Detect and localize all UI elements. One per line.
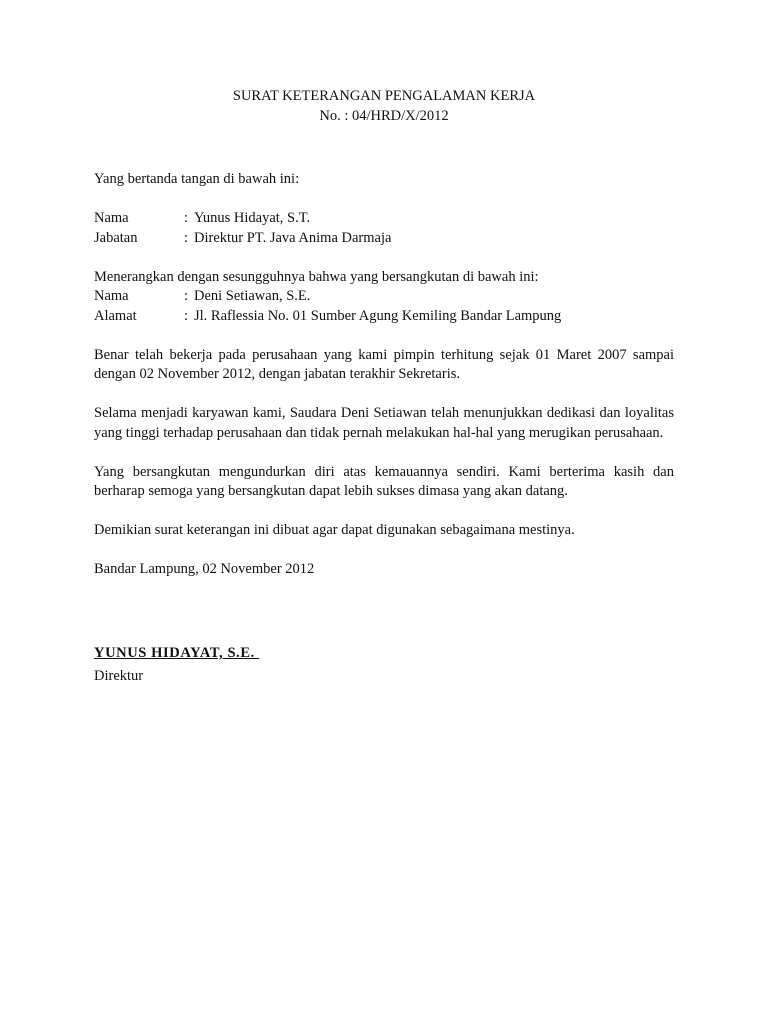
field-value: Jl. Raflessia No. 01 Sumber Agung Kemiling Bandar Lampung (194, 307, 562, 324)
employee-name-row (94, 287, 674, 307)
employee-details (94, 287, 674, 326)
statement-text: Menerangkan dengan sesungguhnya bahwa yang bersangkutan di bawah ini: (94, 268, 539, 285)
field-label: Nama (94, 210, 129, 226)
field-value: Direktur PT. Java Anima Darmaja (194, 229, 392, 246)
spacer (94, 541, 674, 561)
spacer (94, 190, 674, 210)
signatory-position: Direktur (94, 667, 144, 684)
signer-name-row (94, 209, 674, 229)
field-value: Yunus Hidayat, S.T. (194, 210, 311, 226)
signature-block (94, 644, 494, 686)
place-date: Bandar Lampung, 02 November 2012 (94, 561, 315, 577)
field-label: Jabatan (94, 229, 138, 246)
signatory-name: YUNUS HIDAYAT, S.E. (94, 645, 260, 661)
field-label: Alamat (94, 307, 137, 324)
letter-header (0, 87, 768, 126)
spacer (94, 385, 674, 405)
field-separator: : (184, 229, 189, 246)
spacer (94, 443, 674, 463)
field-label: Nama (94, 288, 129, 304)
letter-title: SURAT KETERANGAN PENGALAMAN KERJA (232, 88, 536, 104)
field-value: Deni Setiawan, S.E. (194, 288, 311, 304)
field-separator: : (184, 210, 189, 226)
resignation-paragraph: Yang bersangkutan mengundurkan diri atas kemauannya sendiri. Kami berterima kasih dan berharap semoga yang bersangkutan dapat lebih sukses dimasa yang akan datang. (94, 463, 674, 499)
letter-number: No. : 04/HRD/X/2012 (319, 107, 449, 124)
spacer (94, 326, 674, 346)
field-separator: : (184, 307, 189, 324)
field-separator: : (184, 288, 189, 304)
closing-paragraph: Demikian surat keterangan ini dibuat agar dapat digunakan sebagaimana mestinya. (94, 522, 575, 538)
dedication-paragraph: Selama menjadi karyawan kami, Saudara Deni Setiawan telah menunjukkan dedikasi dan loyalitas yang tinggi terhadap perusahaan dan tidak pernah melakukan hal-hal yang merugikan perusahaan. (94, 405, 674, 441)
spacer (94, 502, 674, 522)
intro-text: Yang bertanda tangan di bawah ini: (94, 171, 300, 187)
signer-position-row (94, 229, 674, 249)
spacer (94, 248, 674, 268)
employee-address-row (94, 307, 674, 327)
employment-paragraph: Benar telah bekerja pada perusahaan yang kami pimpin terhitung sejak 01 Maret 2007 sampai dengan 02 November 2012, dengan jabatan terakhir Sekretaris. (94, 346, 674, 382)
signer-details (94, 209, 674, 248)
letter-body (94, 170, 674, 580)
